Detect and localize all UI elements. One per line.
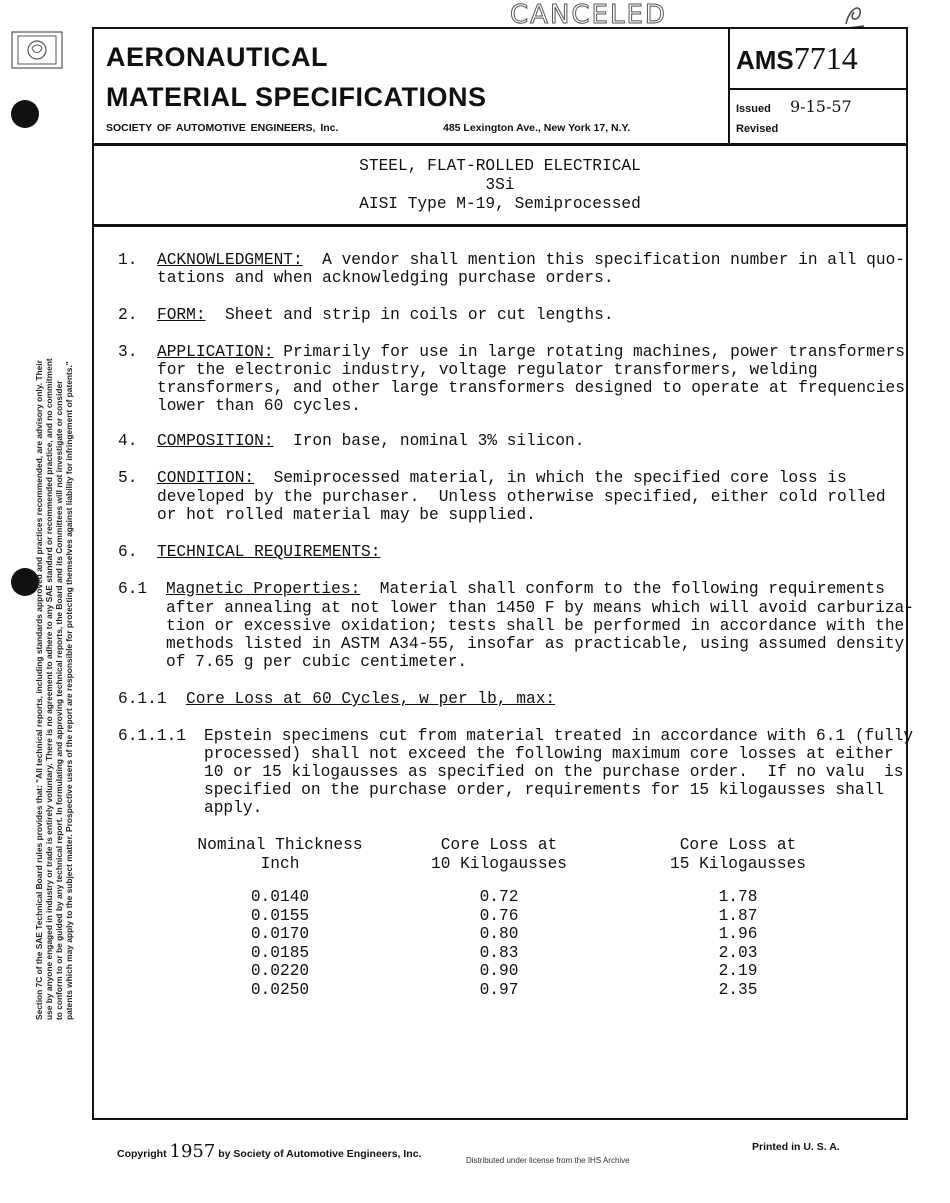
section-text: A vendor shall mention this specification number in all quo- (302, 251, 905, 269)
table-cell-thickness: 0.0140 (250, 888, 310, 906)
section-number: 5. (118, 469, 138, 487)
table-cell-loss-15kg: 1.87 (718, 906, 758, 925)
spec-title-line3: AISI Type M-19, Semiprocessed (359, 195, 641, 213)
section-core-loss (186, 690, 555, 709)
copyright-line (117, 1141, 421, 1162)
printed-in: Printed in U. S. A. (752, 1141, 840, 1153)
ams-box-hline (728, 88, 908, 90)
table-cell-loss-10kg: 0.97 (479, 980, 519, 999)
section-number: 6.1 (118, 580, 148, 598)
ams-prefix: AMS (736, 45, 794, 75)
section-heading: COMPOSITION: (157, 432, 274, 450)
table-cell-loss-15kg: 1.96 (718, 925, 758, 943)
table-header-line: Core Loss at (679, 836, 797, 854)
section-text: specified on the purchase order, requirements for 15 kilogausses shall (204, 781, 884, 799)
table-header-line: Core Loss at (440, 836, 558, 854)
sae-technical-board-note (34, 60, 82, 1020)
section-acknowledgment (157, 251, 905, 270)
table-cell-loss-10kg: 0.90 (479, 962, 519, 980)
table-header-line: Inch (260, 854, 300, 873)
section-condition (157, 469, 847, 488)
side-note-line: use by anyone engaged in industry or trade is entirely voluntary. There is no agreement to adhere to any SAE standard or recommended practice, and no commitment (44, 358, 54, 1020)
copyright-year: 1957 (169, 1141, 216, 1162)
table-cell-loss-10kg: 0.72 (479, 888, 519, 906)
table-cell-loss-15kg: 2.03 (718, 943, 758, 962)
table-row (190, 944, 830, 962)
copyright-holder: by Society of Automotive Engineers, Inc. (218, 1148, 422, 1160)
section-heading: FORM: (157, 306, 206, 324)
section-number: 4. (118, 432, 138, 450)
table-header (409, 836, 589, 873)
table-cell-thickness: 0.0220 (250, 962, 310, 980)
copyright-label: Copyright (117, 1148, 167, 1160)
section-heading: ACKNOWLEDGMENT: (157, 251, 303, 269)
section-heading: Magnetic Properties: (166, 580, 361, 598)
section-text: tion or excessive oxidation; tests shall be performed in accordance with the (166, 617, 905, 635)
table-row (190, 981, 830, 999)
ams-number: 7714 (793, 40, 858, 76)
title-divider (92, 224, 908, 227)
table-header-line: Nominal Thickness (197, 836, 363, 854)
section-text: Primarily for use in large rotating machines, power transformers (273, 343, 905, 361)
canceled-stamp: CANCELED (510, 0, 667, 30)
org-title-line1: AERONAUTICAL (106, 42, 328, 72)
section-composition (157, 432, 584, 451)
spec-title-line1: STEEL, FLAT-ROLLED ELECTRICAL (359, 157, 641, 175)
section-text: after annealing at not lower than 1450 F by means which will avoid carburiza- (166, 599, 914, 617)
header-divider (92, 143, 908, 146)
section-text: 10 or 15 kilogausses as specified on the purchase order. If no valu is (204, 763, 904, 781)
section-text: for the electronic industry, voltage regulator transformers, welding (157, 361, 818, 379)
table-row (190, 907, 830, 925)
side-note-line: patents which may apply to the subject matter. Prospective users of the report are responsible for protecting themselves against liability for infringement of patents." (64, 361, 74, 1020)
section-text: apply. (204, 799, 263, 817)
section-heading: TECHNICAL REQUIREMENTS: (157, 543, 381, 561)
section-text: or hot rolled material may be supplied. (157, 506, 536, 524)
society-name: SOCIETY OF AUTOMOTIVE ENGINEERS, Inc. (106, 122, 339, 134)
section-text: developed by the purchaser. Unless otherwise specified, either cold rolled (157, 488, 886, 506)
section-number: 6.1.1 (118, 690, 167, 708)
section-text: methods listed in ASTM A34-55, insofar as practicable, using assumed density (166, 635, 905, 653)
section-heading: CONDITION: (157, 469, 255, 487)
table-row (190, 888, 830, 906)
table-header-line: 15 Kilogausses (670, 854, 806, 873)
table-cell-thickness: 0.0185 (250, 943, 310, 962)
section-text: Sheet and strip in coils or cut lengths. (205, 306, 614, 324)
section-heading: Core Loss at 60 Cycles, w per lb, max: (186, 690, 556, 708)
table-cell-thickness: 0.0250 (250, 980, 310, 999)
table-cell-loss-15kg: 2.19 (718, 962, 758, 980)
section-text: lower than 60 cycles. (157, 397, 361, 415)
section-text: Semiprocessed material, in which the specified core loss is (254, 469, 847, 487)
society-address: 485 Lexington Ave., New York 17, N.Y. (443, 122, 631, 134)
table-cell-thickness: 0.0155 (250, 906, 310, 925)
spec-title-line2: 3Si (485, 176, 515, 194)
section-text: of 7.65 g per cubic centimeter. (166, 653, 468, 671)
table-cell-loss-10kg: 0.80 (479, 925, 519, 943)
section-text: Material shall conform to the following requirements (360, 580, 885, 598)
section-number: 1. (118, 251, 138, 269)
table-row (190, 962, 830, 980)
section-application (157, 343, 905, 362)
section-text: tations and when acknowledging purchase orders. (157, 269, 614, 287)
section-text: Iron base, nominal 3% silicon. (273, 432, 585, 450)
corner-scribble-icon (842, 2, 868, 30)
table-cell-thickness: 0.0170 (250, 925, 310, 943)
side-note-line: to conform to or be guided by any technical report. In formulating and approving technical reports, the Board and its Committees will not investigate or consider (54, 380, 64, 1020)
side-note-line: Section 7C of the SAE Technical Board rules provides that: "All technical reports, including standards approved and practices recommended, are advisory only. Their (34, 360, 44, 1020)
license-notice: Distributed under license from the IHS Archive (466, 1156, 630, 1165)
table-cell-loss-15kg: 2.35 (718, 980, 758, 999)
issued-date: 9-15-57 (790, 97, 852, 116)
org-title-line2: MATERIAL SPECIFICATIONS (106, 82, 487, 112)
table-header (648, 836, 828, 873)
table-header (190, 836, 370, 873)
table-cell-loss-10kg: 0.76 (479, 906, 519, 925)
section-number: 6. (118, 543, 138, 561)
table-header-line: 10 Kilogausses (431, 854, 567, 873)
section-text: transformers, and other large transformers designed to operate at frequencies (157, 379, 905, 397)
section-number: 2. (118, 306, 138, 324)
section-technical-requirements (157, 543, 380, 562)
section-text: Epstein specimens cut from material treated in accordance with 6.1 (fully (204, 727, 914, 745)
section-number: 6.1.1.1 (118, 727, 186, 745)
section-number: 3. (118, 343, 138, 361)
table-cell-loss-10kg: 0.83 (479, 943, 519, 962)
section-form (157, 306, 614, 325)
section-text: processed) shall not exceed the following maximum core losses at either (204, 745, 894, 763)
revised-label: Revised (736, 123, 779, 135)
table-row (190, 925, 830, 943)
ams-box-divider (728, 27, 730, 144)
ams-spec-number (736, 40, 858, 77)
table-cell-loss-15kg: 1.78 (718, 888, 758, 906)
issued-label: Issued (736, 103, 771, 115)
section-magnetic-properties (166, 580, 885, 599)
section-heading: APPLICATION: (157, 343, 274, 361)
